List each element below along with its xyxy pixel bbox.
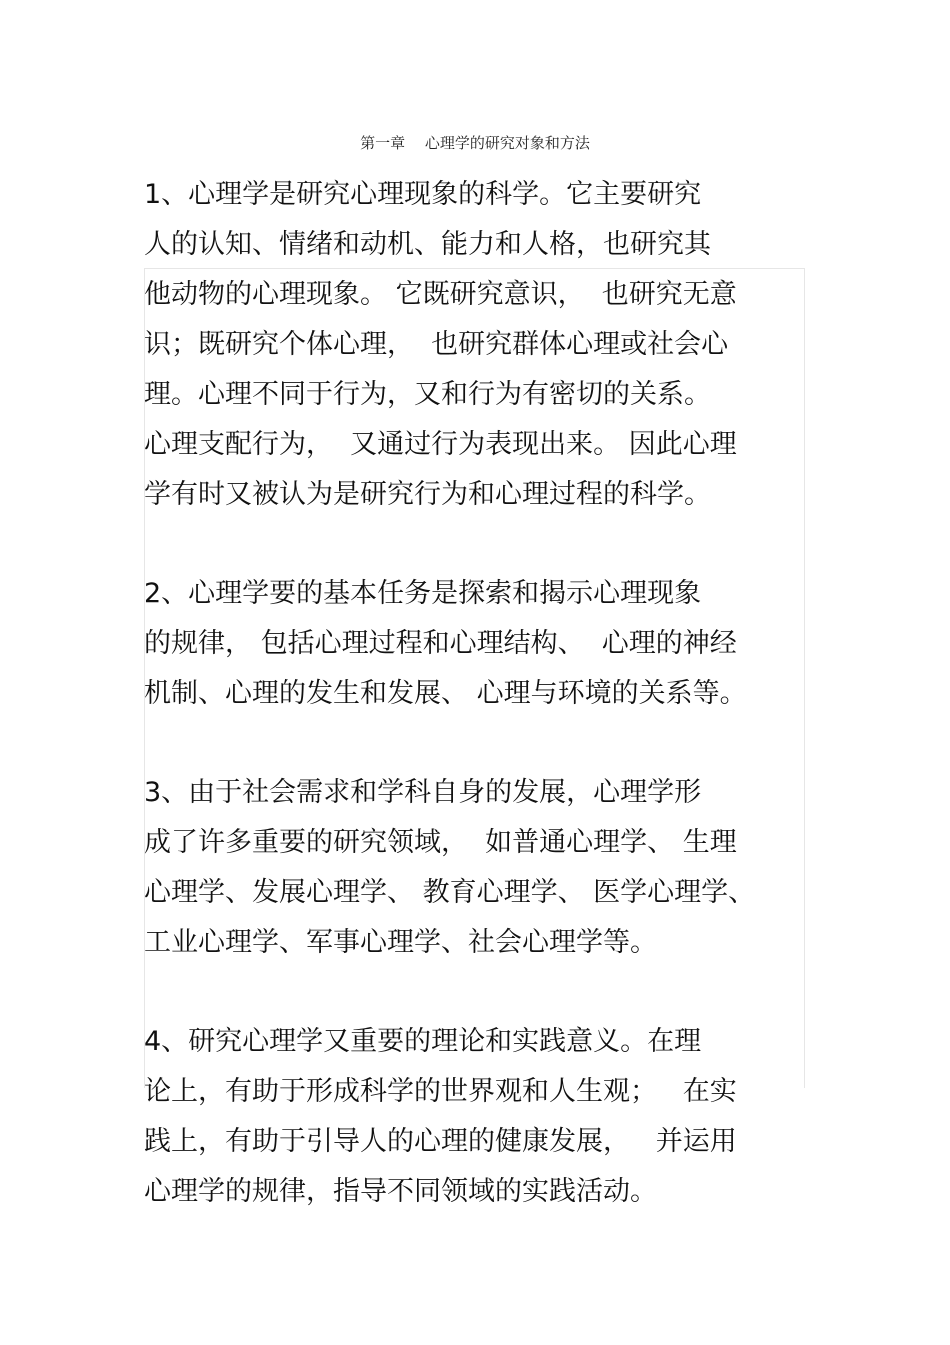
text-line: 的规律， 包括心理过程和心理结构、 心理的神经: [144, 628, 737, 659]
text-line: 心理支配行为， 又通过行为表现出来。 因此心理: [144, 429, 737, 460]
text-line: 心理学的规律，指导不同领域的实践活动。: [144, 1176, 657, 1207]
text-line: 3、由于社会需求和学科自身的发展，心理学形: [144, 777, 702, 808]
text-line: 成了许多重要的研究领域， 如普通心理学、 生理: [144, 827, 737, 858]
text-line: 他动物的心理现象。 它既研究意识， 也研究无意: [144, 279, 737, 310]
document-body: [144, 170, 809, 1266]
paragraph-1: [144, 170, 809, 520]
text-line: 识；既研究个体心理， 也研究群体心理或社会心: [144, 329, 729, 360]
text-line: 2、心理学要的基本任务是探索和揭示心理现象: [144, 578, 702, 609]
paragraph-4: [144, 1017, 809, 1217]
text-line: 人的认知、情绪和动机、能力和人格，也研究其: [144, 229, 711, 260]
text-line: 心理学、发展心理学、 教育心理学、 医学心理学、: [144, 877, 756, 908]
text-line: 4、研究心理学又重要的理论和实践意义。在理: [144, 1026, 702, 1057]
text-line: 机制、心理的发生和发展、 心理与环境的关系等。: [144, 678, 747, 709]
chapter-title: 第一章 心理学的研究对象和方法: [360, 134, 590, 152]
paragraph-3: [144, 768, 809, 968]
text-line: 工业心理学、军事心理学、社会心理学等。: [144, 927, 657, 958]
text-line: 1、心理学是研究心理现象的科学。它主要研究: [144, 179, 702, 210]
text-line: 学有时又被认为是研究行为和心理过程的科学。: [144, 479, 711, 510]
text-line: 论上，有助于形成科学的世界观和人生观； 在实: [144, 1076, 737, 1107]
text-line: 理。心理不同于行为，又和行为有密切的关系。: [144, 379, 711, 410]
text-line: 践上，有助于引导人的心理的健康发展， 并运用: [144, 1126, 737, 1157]
paragraph-2: [144, 569, 809, 719]
